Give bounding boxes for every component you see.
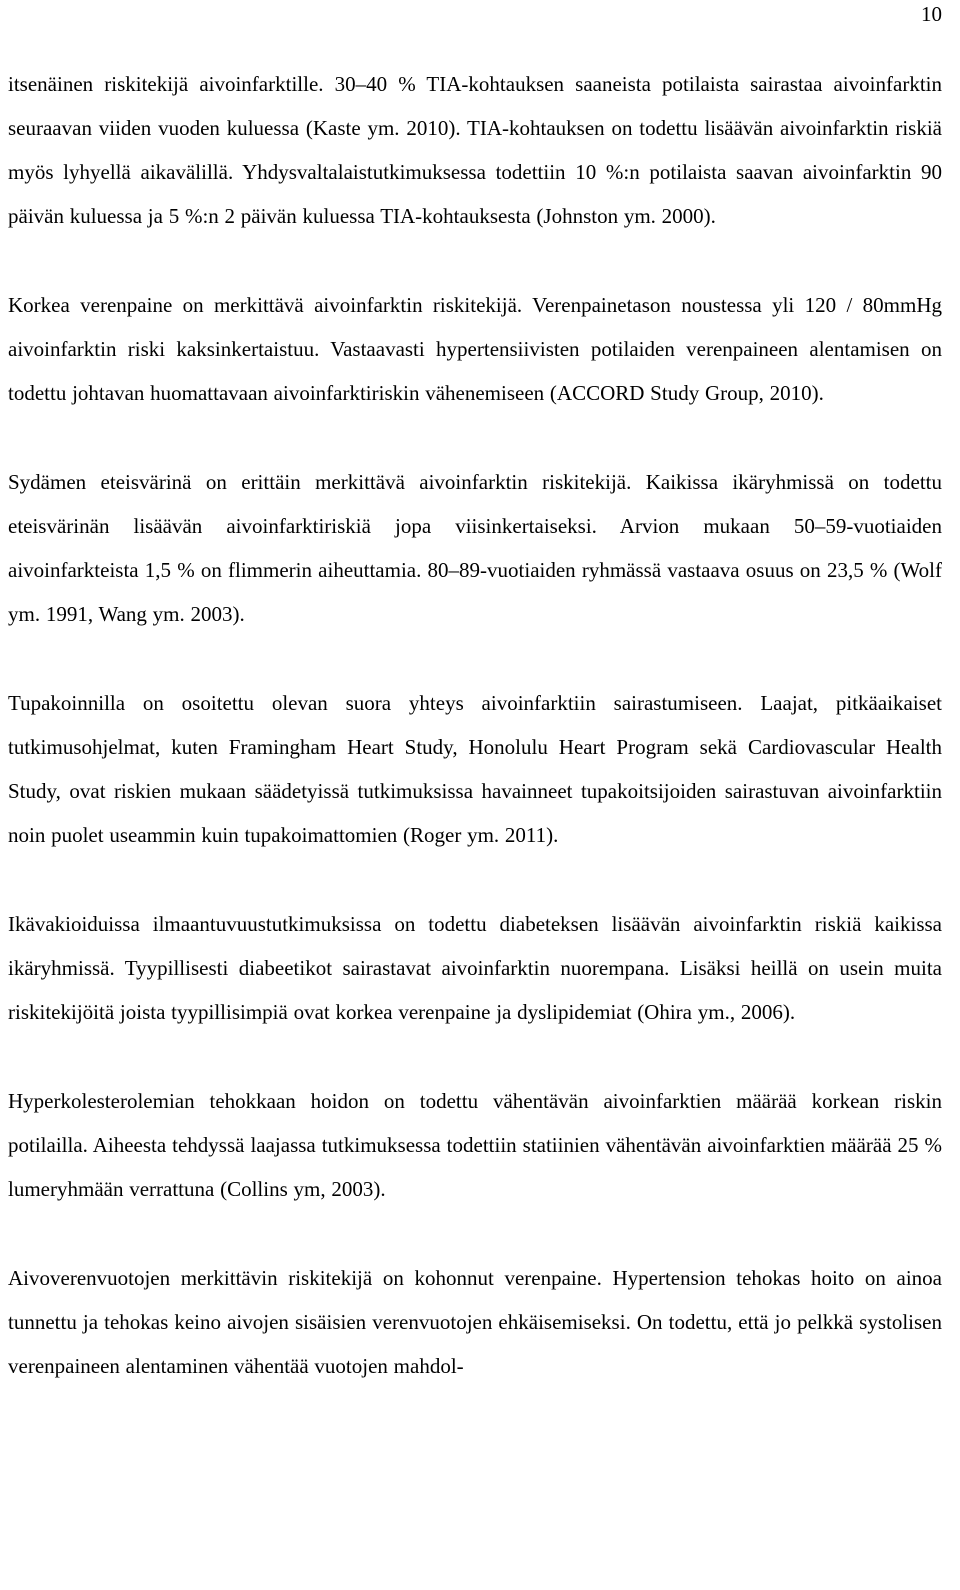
paragraph-atrial-fibrillation: Sydämen eteisvärinä on erittäin merkittävä aivoinfarktin riskitekijä. Kaikissa ikäryhmissä on todettu eteisvärinän lisäävän aivoinfarktiriskiä jopa viisinkertaiseksi. Arvion mukaan 50–59-vuotiaiden aivoinfarkteista 1,5 % on flimmerin aiheuttamia. 80–89-vuotiaiden ryhmässä vastaava osuus on 23,5 % (Wolf ym. 1991, Wang ym. 2003). <box>8 470 942 626</box>
paragraph-tia-risk: itsenäinen riskitekijä aivoinfarktille. 30–40 % TIA-kohtauksen saaneista potilaista sairastaa aivoinfarktin seuraavan viiden vuoden kuluessa (Kaste ym. 2010). TIA-kohtauksen on todettu lisäävän aivoinfarktin riskiä myös lyhyellä aikavälillä. Yhdysvaltalaistutkimuksessa todettiin 10 %:n potilaista saavan aivoinfarktin 90 päivän kuluessa ja 5 %:n 2 päivän kuluessa TIA-kohtauksesta (Johnston ym. 2000). <box>8 72 942 228</box>
paragraph-smoking: Tupakoinnilla on osoitettu olevan suora yhteys aivoinfarktiin sairastumiseen. Laajat, pitkäaikaiset tutkimusohjelmat, kuten Framingham Heart Study, Honolulu Heart Program sekä Cardiovascular Health Study, ovat riskien mukaan säädetyissä tutkimuksissa havainneet tupakoitsijoiden sairastuvan aivoinfarktiin noin puolet useammin kuin tupakoimattomien (Roger ym. 2011). <box>8 691 942 847</box>
document-body <box>8 62 942 1388</box>
page-number: 10 <box>921 2 942 26</box>
paragraph-hypertension: Korkea verenpaine on merkittävä aivoinfarktin riskitekijä. Verenpainetason noustessa yli 120 / 80mmHg aivoinfarktin riski kaksinkertaistuu. Vastaavasti hypertensiivisten potilaiden verenpaineen alentamisen on todettu johtavan huomattavaan aivoinfarktiriskin vähenemiseen (ACCORD Study Group, 2010). <box>8 293 942 405</box>
paragraph-diabetes: Ikävakioiduissa ilmaantuvuustutkimuksissa on todettu diabeteksen lisäävän aivoinfarktin riskiä kaikissa ikäryhmissä. Tyypillisesti diabeetikot sairastavat aivoinfarktin nuorempana. Lisäksi heillä on usein muita riskitekijöitä joista tyypillisimpiä ovat korkea verenpaine ja dyslipidemiat (Ohira ym., 2006). <box>8 912 942 1024</box>
paragraph-hemorrhage-risk: Aivoverenvuotojen merkittävin riskitekijä on kohonnut verenpaine. Hypertension tehokas hoito on ainoa tunnettu ja tehokas keino aivojen sisäisien verenvuotojen ehkäisemiseksi. On todettu, että jo pelkkä systolisen verenpaineen alentaminen vähentää vuotojen mahdol- <box>8 1266 942 1378</box>
paragraph-hypercholesterolemia: Hyperkolesterolemian tehokkaan hoidon on todettu vähentävän aivoinfarktien määrää korkean riskin potilailla. Aiheesta tehdyssä laajassa tutkimuksessa todettiin statiinien vähentävän aivoinfarktien määrää 25 % lumeryhmään verrattuna (Collins ym, 2003). <box>8 1089 942 1201</box>
